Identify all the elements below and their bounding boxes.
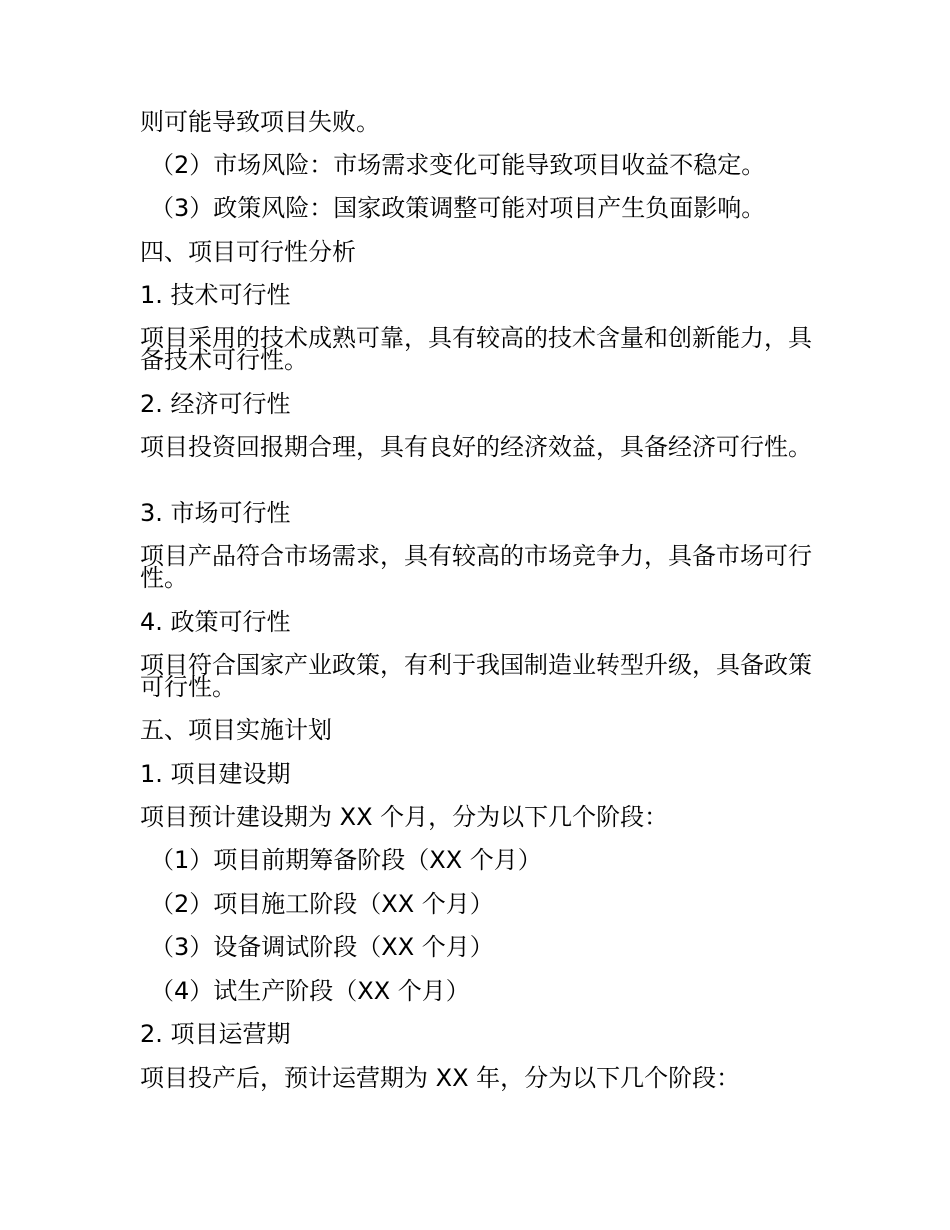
subsection-heading: 1. 技术可行性 — [140, 281, 291, 309]
text-line: 项目投产后，预计运营期为 XX 年，分为以下几个阶段： — [140, 1064, 741, 1092]
text-line: 则可能导致项目失败。 — [140, 108, 380, 136]
section-heading: 五、项目实施计划 — [140, 716, 332, 744]
subsection-heading: 3. 市场可行性 — [140, 499, 291, 527]
list-item: （3）政策风险：国家政策调整可能对项目产生负面影响。 — [150, 194, 766, 222]
paragraph: 项目采用的技术成熟可靠，具有较高的技术含量和创新能力，具备技术可行性。 — [140, 324, 812, 374]
list-item: （4）试生产阶段（XX 个月） — [150, 977, 470, 1005]
list-item: （3）设备调试阶段（XX 个月） — [150, 933, 494, 961]
paragraph: 项目符合国家产业政策，有利于我国制造业转型升级，具备政策可行性。 — [140, 651, 812, 701]
list-item: （2）项目施工阶段（XX 个月） — [150, 890, 494, 918]
list-item: （2）市场风险：市场需求变化可能导致项目收益不稳定。 — [150, 151, 766, 179]
text-line: 项目预计建设期为 XX 个月，分为以下几个阶段： — [140, 803, 669, 831]
section-heading: 四、项目可行性分析 — [140, 238, 356, 266]
subsection-heading: 2. 项目运营期 — [140, 1020, 291, 1048]
subsection-heading: 4. 政策可行性 — [140, 608, 291, 636]
subsection-heading: 2. 经济可行性 — [140, 390, 291, 418]
list-item: （1）项目前期筹备阶段（XX 个月） — [150, 846, 542, 874]
paragraph: 项目产品符合市场需求，具有较高的市场竞争力，具备市场可行性。 — [140, 542, 812, 592]
subsection-heading: 1. 项目建设期 — [140, 760, 291, 788]
paragraph: 项目投资回报期合理，具有良好的经济效益，具备经济可行性。 — [140, 433, 812, 461]
